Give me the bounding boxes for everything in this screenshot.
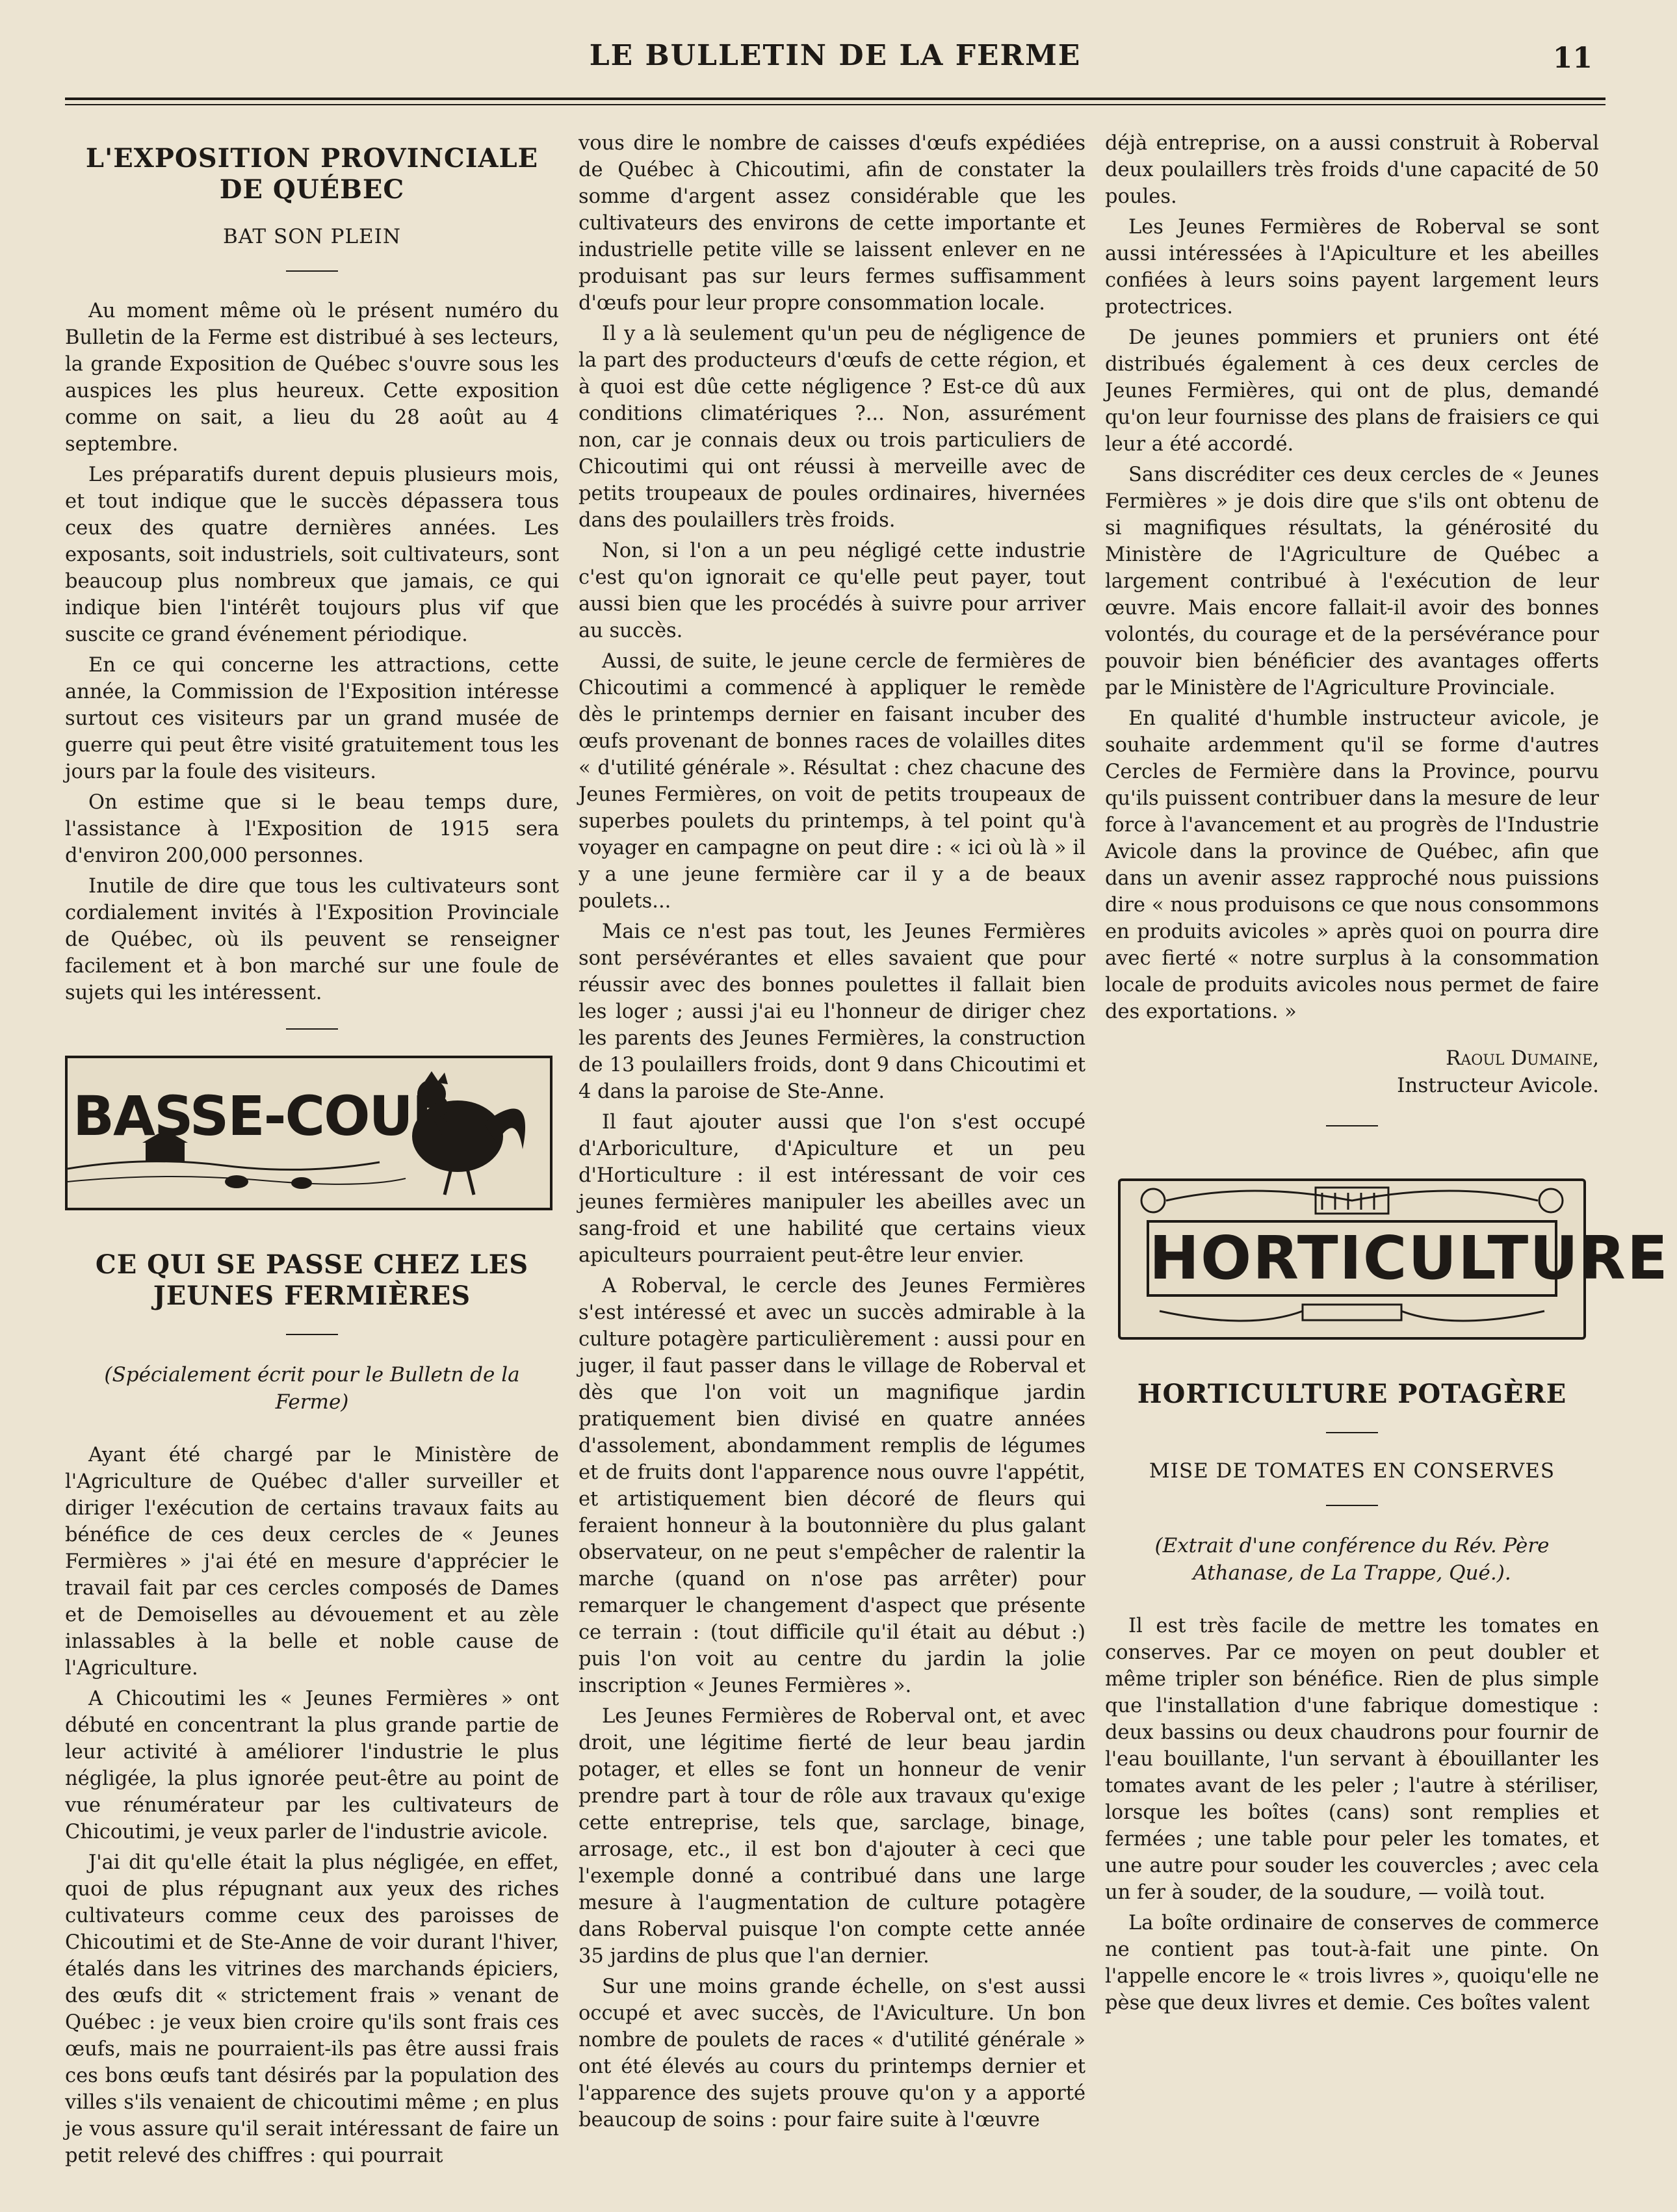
paragraph: En ce qui concerne les attractions, cette année, la Commission de l'Exposition intéresse surtout ces visiteurs par un grand musée de guerre qui peut être visité gratuitement tous les jours par la foule des visiteurs.	[65, 654, 559, 783]
paragraph: déjà entreprise, on a aussi construit à Roberval deux poulaillers très froids d'une capacité de 50 poules.	[1105, 132, 1599, 208]
page-header	[65, 26, 1606, 104]
signature-name: Raoul Dumaine,	[1446, 1047, 1599, 1070]
paragraph: On estime que si le beau temps dure, l'assistance à l'Exposition de 1915 sera d'environ 200,000 personnes.	[65, 791, 559, 867]
paragraph: En qualité d'humble instructeur avicole, je souhaite ardemment qu'il se forme d'autres Cercles de Fermière dans la Province, pourvu qu'ils puissent contribuer dans la mesure de leur force à l'avancement et au progrès de l'Industrie Avicole dans la province de Québec, afin que dans un avenir assez rapproché nous puissions dire « nous produisons ce que nous consommons en produits avicoles » après quoi on pourra dire avec fierté « notre surplus à la consommation locale de produits avicoles nous permet de faire des exportations. »	[1105, 707, 1599, 1023]
paragraph: Inutile de dire que tous les cultivateurs sont cordialement invités à l'Exposition Provinciale de Québec, où ils peuvent se renseigner facilement et à bon marché sur une foule de sujets qui les intéressent.	[65, 875, 559, 1004]
divider	[1326, 1432, 1378, 1433]
column-2	[578, 130, 1086, 2137]
basse-cour-banner	[65, 1056, 552, 1210]
page-number: 11	[1552, 42, 1592, 75]
header-rule-thin	[65, 104, 1606, 105]
paragraph: Sans discréditer ces deux cercles de « Jeunes Fermières » je dois dire que s'ils ont obtenu de si magnifiques résultats, la générosité du Ministère de l'Agriculture de Québec a largement contribué à l'exécution de leur œuvre. Mais encore fallait-il avoir des bonnes volontés, du courage et de la persévérance pour pouvoir bien bénéficier des avantages offerts par le Ministère de l'Agriculture Provinciale.	[1105, 463, 1599, 699]
paragraph: Non, si l'on a un peu négligé cette industrie c'est qu'on ignorait ce qu'elle peut payer, tout aussi bien que les procédés à suivre pour arriver au succès.	[578, 540, 1086, 642]
paragraph: Les Jeunes Fermières de Roberval se sont aussi intéressées à l'Apiculture et les abeilles confiées à leurs soins payent largement leurs protectrices.	[1105, 216, 1599, 319]
paragraph: De jeunes pommiers et pruniers ont été distribués également à ces deux cercles de Jeunes Fermières, qui ont de plus, demandé qu'on leur fournisse des plans de fraisiers ce qui leur a été accordé.	[1105, 326, 1599, 456]
divider	[286, 1334, 338, 1335]
divider	[286, 270, 338, 272]
paragraph: Il y a là seulement qu'un peu de négligence de la part des producteurs d'œufs de cette région, et à quoi est dûe cette négligence ? Est-ce dû aux conditions climatériques ?... Non, assurément non, car je connais deux ou trois particuliers de Chicoutimi qui ont réussi à merveille avec de petits troupeaux de poules ordinaires, hivernées dans des poulaillers très froids.	[578, 322, 1086, 532]
paragraph: Ayant été chargé par le Ministère de l'Agriculture de Québec d'aller surveiller et diriger l'exécution de certains travaux faits au bénéfice de ces deux cercles de « Jeunes Fermières » j'ai été en mesure d'apprécier le travail fait par ces cercles composés de Dames et de Demoiselles au dévouement et au zèle inlassables à la belle et noble cause de l'Agriculture.	[65, 1444, 559, 1680]
horticulture-banner	[1118, 1178, 1669, 1340]
article-credit: (Extrait d'une conférence du Rév. Père Athanase, de La Trappe, Qué.).	[1154, 1534, 1550, 1585]
column-1	[65, 130, 559, 2173]
divider	[1326, 1505, 1378, 1506]
paragraph: Mais ce n'est pas tout, les Jeunes Fermières sont persévérantes et elles savaient que pour réussir avec des bonnes poulettes il fallait bien les loger ; aussi j'ai eu l'honneur de diriger chez les parents des Jeunes Fermières, la construction de 13 poulaillers froids, dont 9 dans Chicoutimi et 4 dans la paroise de Ste-Anne.	[578, 920, 1086, 1103]
paragraph: J'ai dit qu'elle était la plus négligée, en effet, quoi de plus répugnant aux yeux des riches cultivateurs comme ceux des paroisses de Chicoutimi et de Ste-Anne de voir durant l'hiver, étalés dans les vitrines des marchands épiciers, des œufs dit « strictement frais » venant de Québec : je veux bien croire qu'ils sont frais ces œufs, mais ne pourraient-ils pas être aussi frais ces bons œufs tant désirés par la population des villes s'ils venaient de chicoutimi même ; en plus je vous assure qu'il serait intéressant de faire un petit relevé des chiffres : qui pourrait	[65, 1851, 559, 2167]
paragraph: vous dire le nombre de caisses d'œufs expédiées de Québec à Chicoutimi, afin de constater la somme d'argent assez considérable que les cultivateurs des environs de cette importante et industrielle petite ville se laissent enlever en ne produisant pas sur leurs fermes suffisamment d'œufs pour leur propre consommation locale.	[578, 132, 1086, 315]
article-title-jeunes-fermieres: CE QUI SE PASSE CHEZ LES JEUNES FERMIÈRES	[95, 1249, 529, 1311]
article-subtitle: MISE DE TOMATES EN CONSERVES	[1149, 1459, 1555, 1483]
publication-title: LE BULLETIN DE LA FERME	[589, 39, 1082, 72]
article-subtitle: BAT SON PLEIN	[222, 225, 402, 248]
article-credit: (Spécialement écrit pour le Bulletn de la Ferme)	[104, 1363, 520, 1414]
paragraph: Les préparatifs durent depuis plusieurs mois, et tout indique que le succès dépassera tous ceux des quatre dernières années. Les exposants, soit industriels, soit cultivateurs, sont beaucoup plus nombreux que jamais, ce qui indique bien l'intérêt toujours plus vif que suscite ce grand événement périodique.	[65, 463, 559, 646]
paragraph: A Chicoutimi les « Jeunes Fermières » ont débuté en concentrant la plus grande partie de leur activité à améliorer l'industrie le plus négligée, la plus ignorée peut-être au point de vue rénumérateur par les cultivateurs de Chicoutimi, je veux parler de l'industrie avicole.	[65, 1687, 559, 1843]
paragraph: La boîte ordinaire de conserves de commerce ne contient pas tout-à-fait une pinte. On l'appelle encore le « trois livres », quoiqu'elle ne pèse que deux livres et demie. Ces boîtes valent	[1105, 1912, 1599, 2014]
paragraph: Il est très facile de mettre les tomates en conserves. Par ce moyen on peut doubler et même tripler son bénéfice. Rien de plus simple que l'installation d'une fabrique domestique : deux bassins ou deux chaudrons pour fournir de l'eau bouillante, l'un servant à ébouillanter les tomates avant de les peler ; l'autre à stériliser, lorsque les boîtes (cans) sont remplies et fermées ; une table pour peler les tomates, et une autre pour souder les couvercles ; avec cela un fer à souder, de la soudure, — voilà tout.	[1105, 1615, 1599, 1904]
signature-title: Instructeur Avicole.	[1397, 1074, 1599, 1097]
article-title-exposition: L'EXPOSITION PROVINCIALE DE QUÉBEC	[85, 143, 539, 205]
divider	[1326, 1125, 1378, 1126]
column-3	[1105, 130, 1669, 2020]
basse-cour-label: BASSE-COUR	[73, 1084, 453, 1148]
paragraph: Sur une moins grande échelle, on s'est aussi occupé et avec succès, de l'Aviculture. Un bon nombre de poulets de races « d'utilité générale » ont été élevés au cours du printemps dernier et l'apparence des sujets prouve qu'on y a apporté beaucoup de soins : pour faire suite à l'œuvre	[578, 1975, 1086, 2131]
paragraph: Au moment même où le présent numéro du Bulletin de la Ferme est distribué à ses lecteurs, la grande Exposition de Québec s'ouvre sous les auspices les plus heureux. Cette exposition comme on sait, a lieu du 28 août au 4 septembre.	[65, 300, 559, 456]
paragraph: A Roberval, le cercle des Jeunes Fermières s'est intéressé et avec un succès admirable à la culture potagère particulièrement : aussi pour en juger, il faut passer dans le village de Roberval et dès que l'on voit un magnifique jardin pratiquement bien divisé en quatre années d'assolement, abondamment remplis de légumes et de fruits dont l'apparence nous ouvre l'appétit, et artistiquement bien décoré de fleurs qui feraient honneur à la boutonnière du plus galant observateur, on ne peut s'empêcher de ralentir la marche (quand on n'ose pas arrêter) pour remarquer le changement d'aspect que présente ce terrain : (tout difficile qu'il était au début :) puis l'on voit au centre du jardin la jolie inscription « Jeunes Fermières ».	[578, 1275, 1086, 1697]
horticulture-label: HORTICULTURE	[1147, 1220, 1557, 1297]
header-rule	[65, 98, 1606, 100]
paragraph: Il faut ajouter aussi que l'on s'est occupé d'Arboriculture, d'Apiculture et un peu d'Horticulture : il est intéressant de voir ces jeunes fermières manipuler les abeilles avec un sang-froid et une habilité que certains vieux apiculteurs pourraient peut-être leur envier.	[578, 1111, 1086, 1267]
paragraph: Aussi, de suite, le jeune cercle de fermières de Chicoutimi a commencé à appliquer le remède dès le printemps dernier en faisant incuber des œufs provenant de bonnes races de volailles dites « d'utilité générale ». Résultat : chez chacune des Jeunes Fermières, on voit de petits troupeaux de superbes poulets du printemps, à tel point qu'à voyager en campagne on peut dire : « ici où là » il y a une jeune fermière car il y a de beaux poulets...	[578, 650, 1086, 913]
paragraph: Les Jeunes Fermières de Roberval ont, et avec droit, une légitime fierté de leur beau jardin potager, et elles se font un honneur de venir prendre part à tour de rôle aux travaux qu'exige cette entreprise, tels que, sarclage, binage, arrosage, etc., il est bon d'ajouter à ceci que l'exemple donné a contribué dans une large mesure à l'augmentation de culture potagère dans Roberval puisque l'on compte cette année 35 jardins de plus que l'an dernier.	[578, 1705, 1086, 1968]
divider	[286, 1028, 338, 1030]
article-title-horticulture: HORTICULTURE POTAGÈRE	[1137, 1379, 1567, 1409]
